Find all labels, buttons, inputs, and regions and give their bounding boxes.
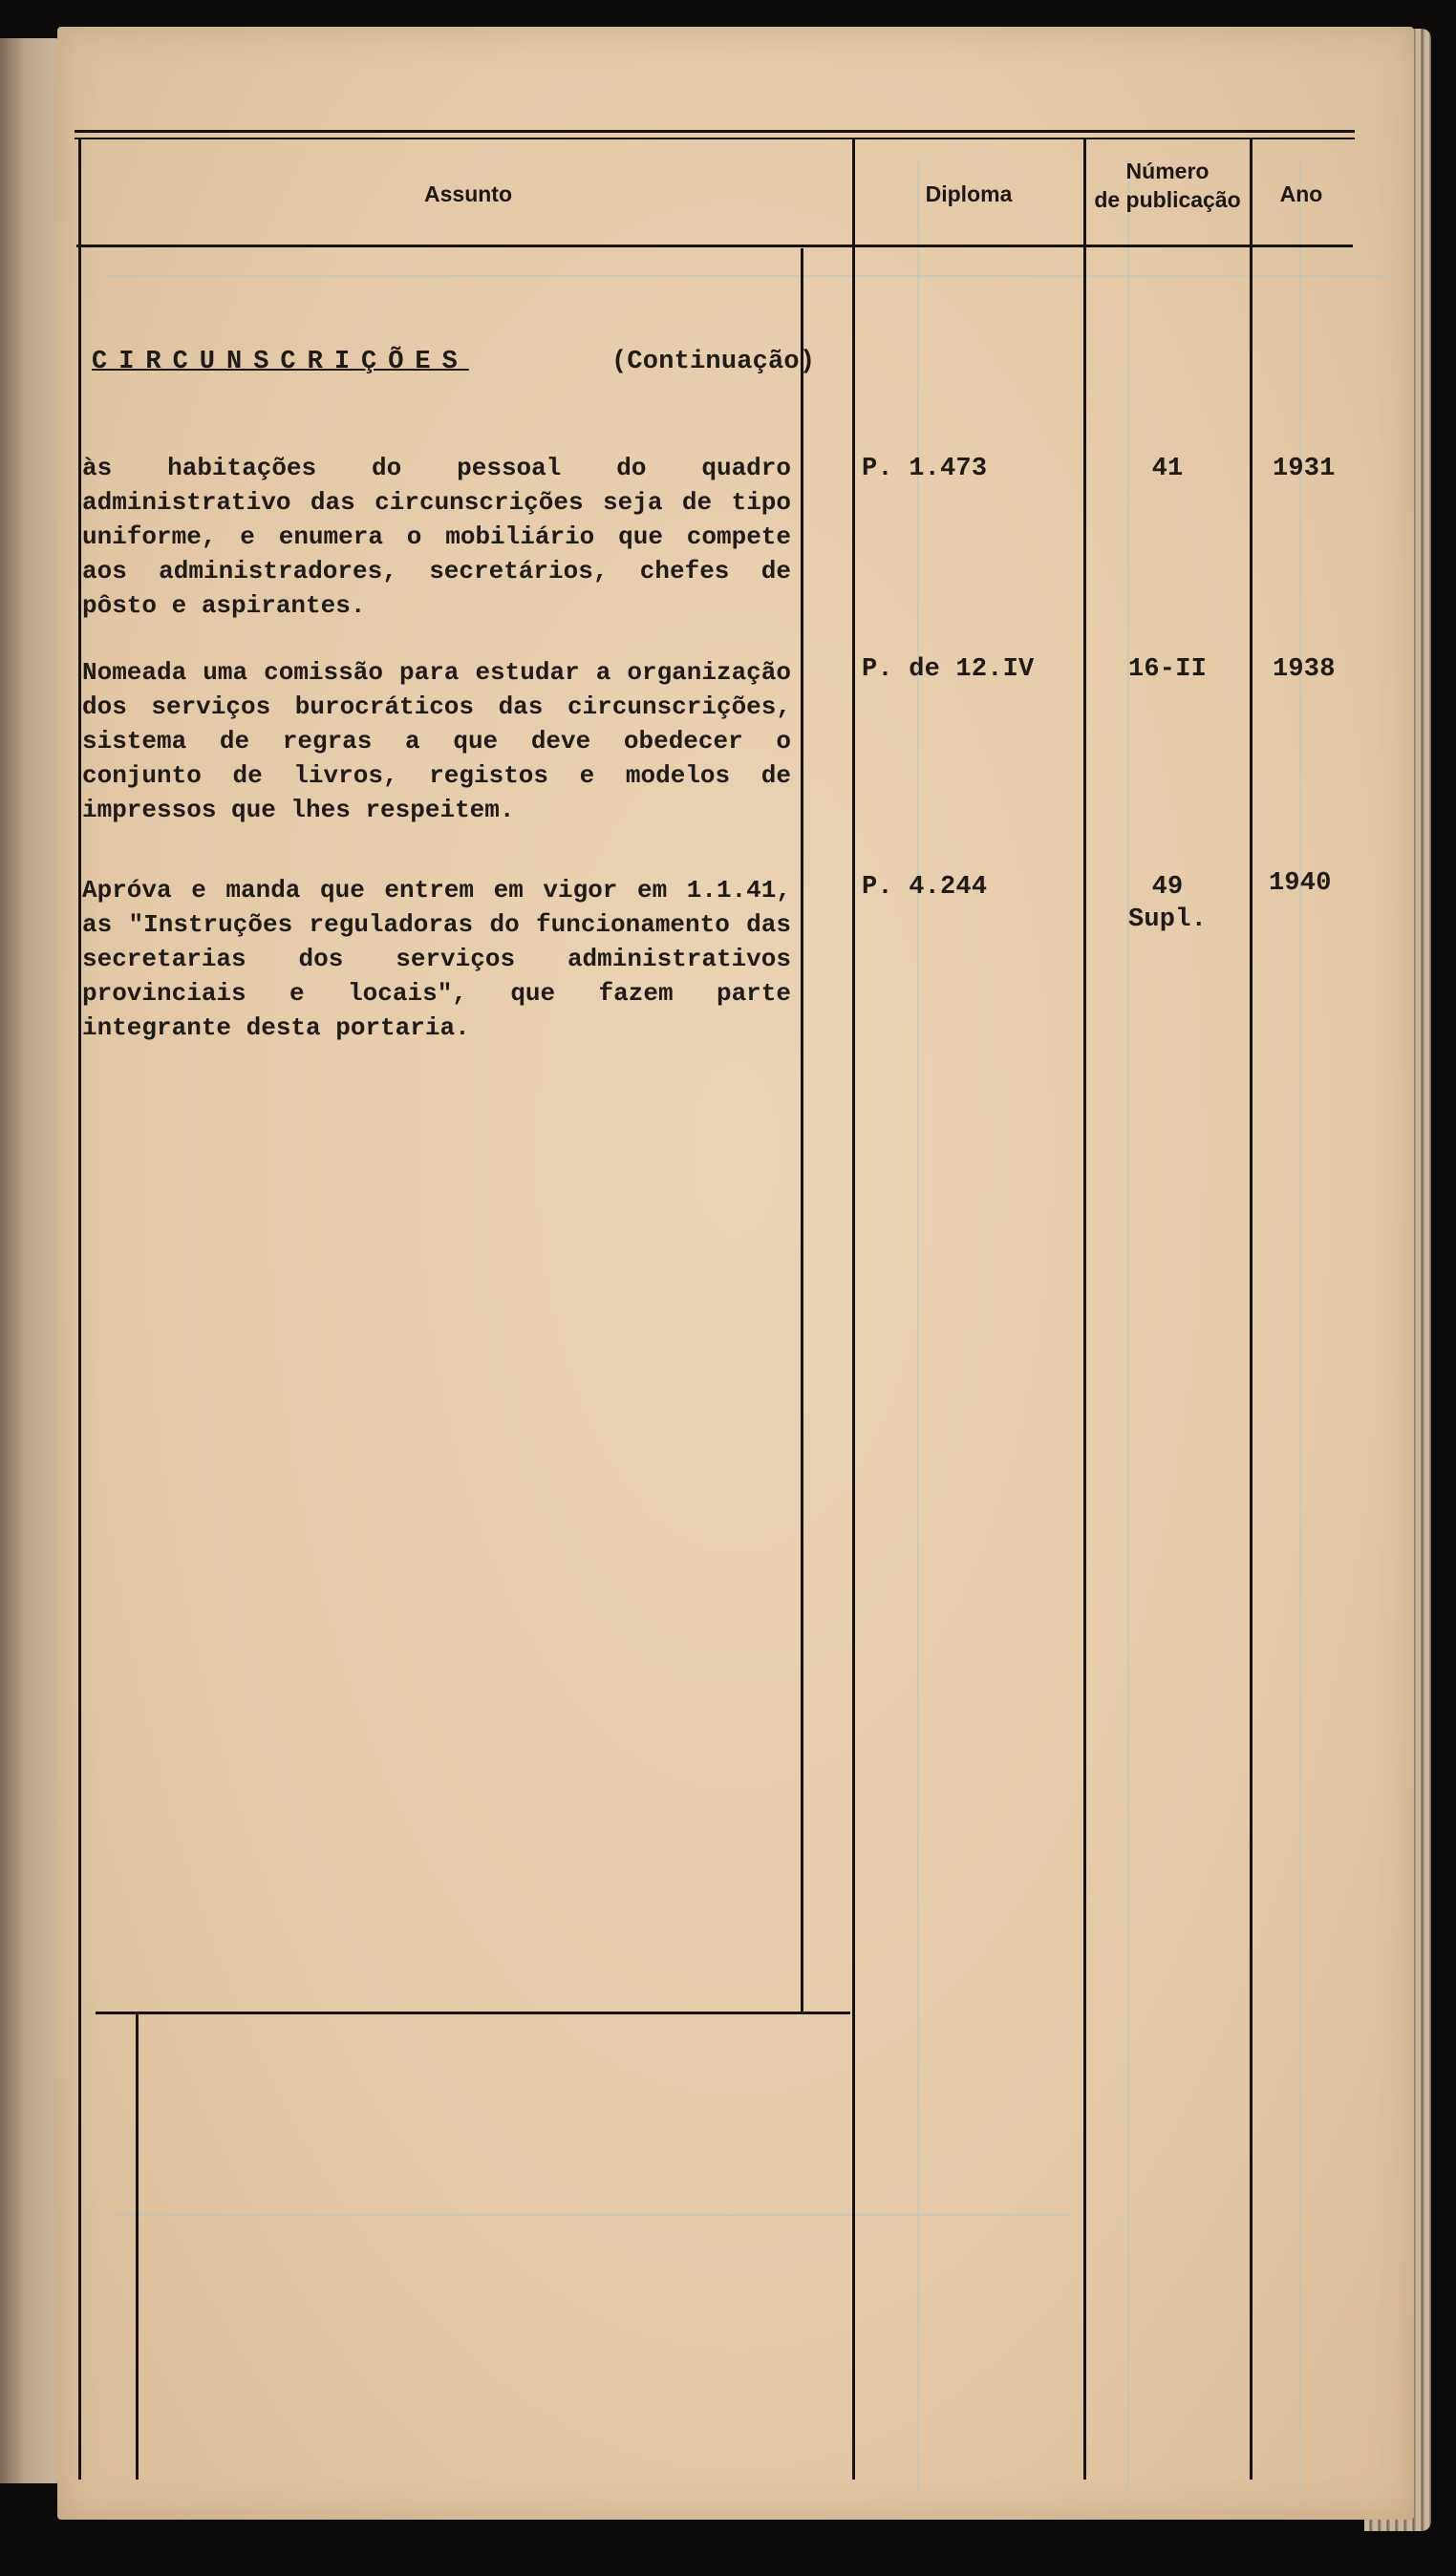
entry-year: 1931 (1273, 455, 1336, 483)
number-header-line2: de publicação (1094, 187, 1241, 212)
entry-year: 1940 (1269, 869, 1332, 898)
entry-subject: Apróva e manda que entrem em vigor em 1.1.41, as "Instruções reguladoras do funcionamento das secretarias dos serviços administrativos provinciais e locais", que fazem parte integrante desta portaria. (82, 876, 791, 1042)
show-through-line (115, 2214, 1070, 2216)
diploma-number-divider (1083, 139, 1086, 2480)
show-through-line (917, 160, 919, 2491)
entry-year: 1938 (1273, 655, 1336, 684)
lower-box-left-rule (136, 2013, 139, 2480)
left-border-rule (78, 139, 81, 2480)
entry-diploma: P. 4.244 (862, 873, 988, 902)
number-header-line1: Número (1125, 159, 1210, 183)
header-rule (76, 245, 1353, 247)
entry-subject: às habitações do pessoal do quadro administrativo das circunscrições seja de tipo uniforme, e enumera o mobiliário que compete aos administradores, secretários, chefes de pôsto e aspirantes. (82, 454, 791, 620)
top-rule (75, 130, 1355, 133)
entry-diploma: P. 1.473 (862, 455, 988, 483)
entry-number: 16-II (1127, 655, 1207, 684)
entry-subject: Nomeada uma comissão para estudar a organização dos serviços burocráticos das circunscrições, sistema de regras a que deve obedecer o conjunto de livros, registos e modelos de impressos que lhes respeitem. (82, 658, 791, 824)
entry-diploma: P. de 12.IV (862, 655, 1035, 684)
entry-number: 41 (1151, 455, 1184, 483)
entry-number-extra: Supl. (1127, 905, 1207, 934)
subject-header: Assunto (424, 181, 512, 206)
number-year-divider (1250, 139, 1253, 2480)
top-rule-inner (75, 138, 1355, 139)
show-through-line (1299, 160, 1301, 2491)
section-title-suffix: (Continuação) (611, 348, 816, 376)
show-through-line (1127, 160, 1129, 2491)
ledger-page (57, 27, 1414, 2520)
section-title: CIRCUNSCRIÇÕES (92, 348, 469, 376)
year-header: Ano (1279, 181, 1323, 206)
lower-box-rule (96, 2012, 850, 2014)
show-through-line (105, 275, 1395, 277)
facing-page-edge (0, 38, 61, 2483)
subject-inner-rule (801, 248, 803, 2012)
subject-diploma-divider (852, 139, 855, 2480)
diploma-header: Diploma (925, 181, 1013, 206)
entry-number: 49 (1151, 873, 1184, 902)
